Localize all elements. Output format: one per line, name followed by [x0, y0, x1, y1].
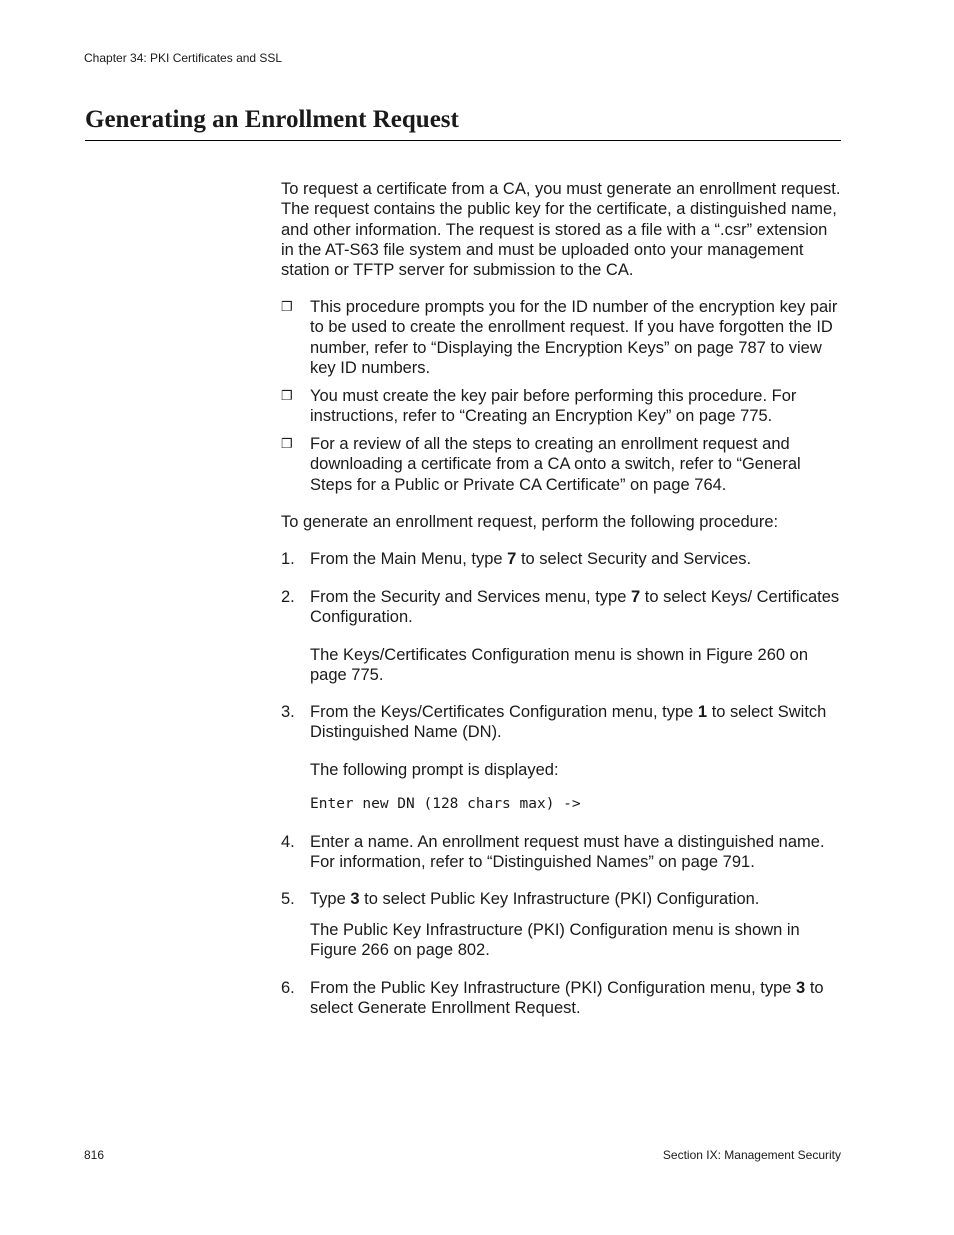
bullet-text: This procedure prompts you for the ID number of the encryption key pair to be used to create the enrollment request. If you have forgotten the ID number, refer to “Displaying the Encryption Keys” on page 787 to view key ID numbers. — [310, 298, 838, 377]
step-number: 6. — [281, 979, 295, 997]
bullet-text: You must create the key pair before performing this procedure. For instructions, refer to “Creating an Encryption Key” on page 775. — [310, 387, 797, 426]
checkbox-bullet-icon: ❒ — [281, 299, 293, 314]
checkbox-bullet-icon: ❒ — [281, 388, 293, 403]
prompt-code: Enter new DN (128 chars max) -> — [310, 796, 581, 812]
procedure-intro: To generate an enrollment request, perform the following procedure: — [281, 513, 779, 531]
step-note: The following prompt is displayed: — [310, 761, 559, 779]
step-text: From the Main Menu, type 7 to select Security and Services. — [310, 550, 752, 568]
running-header: Chapter 34: PKI Certificates and SSL — [84, 51, 283, 65]
step-number: 4. — [281, 833, 295, 851]
step-number: 1. — [281, 550, 295, 568]
step-note: The Public Key Infrastructure (PKI) Configuration menu is shown in Figure 266 on page 802. — [310, 921, 800, 960]
page-title: Generating an Enrollment Request — [85, 106, 459, 133]
bullet-text: For a review of all the steps to creating an enrollment request and downloading a certificate from a CA onto a switch, refer to “General Steps for a Public or Private CA Certificate” on page 764. — [310, 435, 801, 494]
step-text: Type 3 to select Public Key Infrastructure (PKI) Configuration. — [310, 890, 760, 908]
step-text: From the Security and Services menu, type 7 to select Keys/ Certificates Configuration. — [310, 588, 840, 627]
step-text: From the Public Key Infrastructure (PKI) Configuration menu, type 3 to select Generate Enrollment Request. — [310, 979, 824, 1018]
step-text: From the Keys/Certificates Configuration menu, type 1 to select Switch Distinguished Name (DN). — [310, 703, 827, 742]
step-number: 3. — [281, 703, 295, 721]
step-number: 2. — [281, 588, 295, 606]
step-text: Enter a name. An enrollment request must have a distinguished name. For information, refer to “Distinguished Names” on page 791. — [310, 833, 825, 872]
intro-paragraph: To request a certificate from a CA, you must generate an enrollment request. The request contains the public key for the certificate, a distinguished name, and other information. The request is stored as a file with a “.csr” extension in the AT-S63 file system and must be uploaded onto your management station or TFTP server for submission to the CA. — [281, 180, 841, 280]
page-number: 816 — [84, 1148, 105, 1162]
step-note: The Keys/Certificates Configuration menu is shown in Figure 260 on page 775. — [310, 646, 809, 685]
title-rule — [85, 140, 841, 141]
step-number: 5. — [281, 890, 295, 908]
checkbox-bullet-icon: ❒ — [281, 436, 293, 451]
footer-section: Section IX: Management Security — [662, 1148, 841, 1162]
